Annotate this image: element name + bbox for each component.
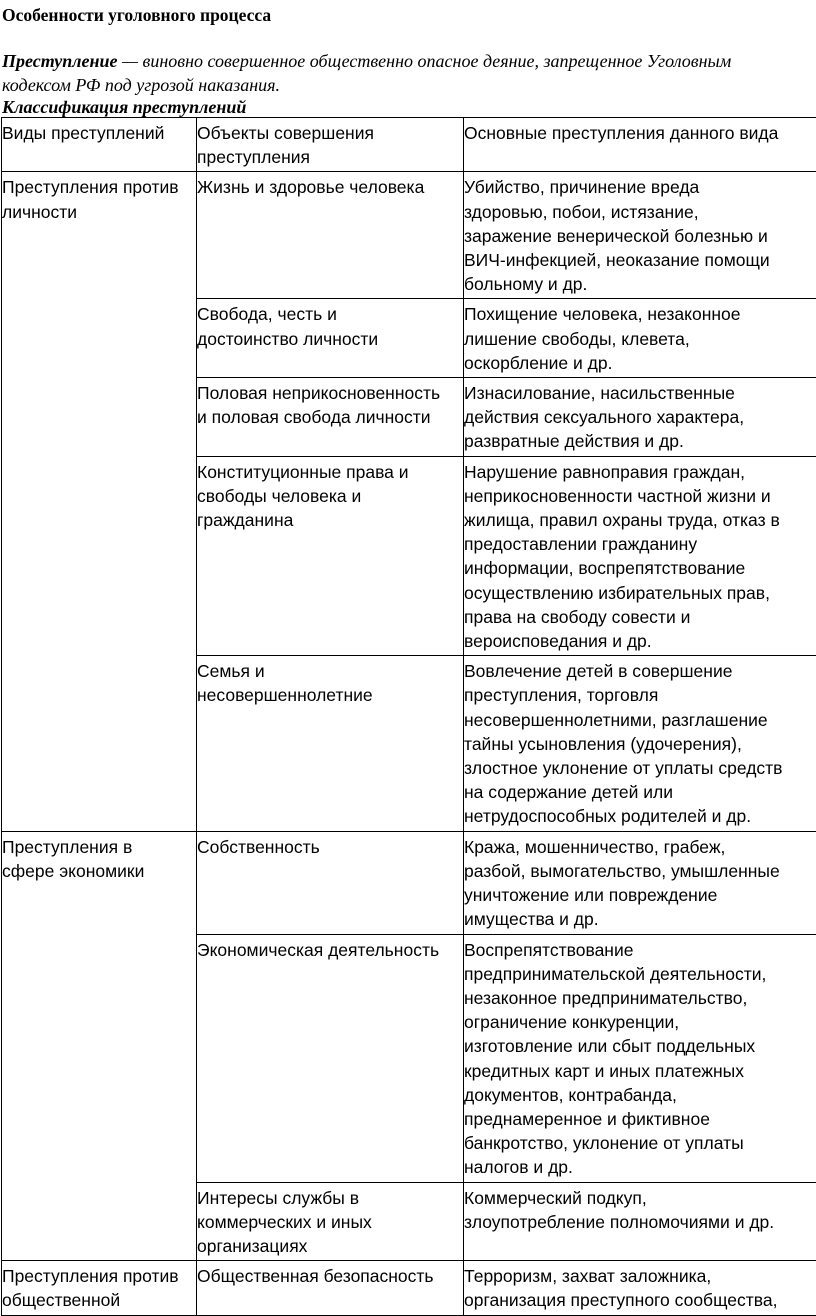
cell-line: Кража, мошенничество, грабеж, bbox=[464, 835, 816, 859]
cell-line: злоупотребление полномочиями и др. bbox=[464, 1210, 816, 1234]
cell-line: Жизнь и здоровье человека bbox=[197, 175, 463, 199]
cell-line: изготовление или сбыт поддельных bbox=[464, 1034, 816, 1058]
cell-line: Экономическая деятельность bbox=[197, 938, 463, 962]
cell-line: преступления, торговля bbox=[464, 683, 816, 707]
cell-line: информации, воспрепятствование bbox=[464, 556, 816, 580]
cell-line: Терроризм, захват заложника, bbox=[464, 1264, 816, 1288]
cell-line: преднамеренное и фиктивное bbox=[464, 1107, 816, 1131]
cell-line: предоставлении гражданину bbox=[464, 532, 816, 556]
cell-line: Половая неприкосновенность bbox=[197, 381, 463, 405]
table-header-row bbox=[2, 118, 816, 172]
cell-line: и половая свобода личности bbox=[197, 405, 463, 429]
cell-line: Нарушение равноправия граждан, bbox=[464, 460, 816, 484]
main-crimes-cell bbox=[464, 456, 816, 656]
cell-line: вероисповедания и др. bbox=[464, 629, 816, 653]
cell-line: ВИЧ-инфекцией, неоказание помощи bbox=[464, 248, 816, 272]
cell-line: Преступления против bbox=[2, 1264, 196, 1288]
cell-line: развратные действия и др. bbox=[464, 429, 816, 453]
header-crime-type bbox=[2, 118, 197, 172]
cell-line: неприкосновенности частной жизни и bbox=[464, 484, 816, 508]
crime-object-cell bbox=[197, 299, 464, 378]
crime-type-cell bbox=[2, 831, 197, 1260]
cell-line: кредитных карт и иных платежных bbox=[464, 1059, 816, 1083]
cell-line: личности bbox=[2, 200, 196, 224]
crime-object-cell bbox=[197, 656, 464, 831]
cell-line: тайны усыновления (удочерения), bbox=[464, 732, 816, 756]
cell-line: Семья и bbox=[197, 659, 463, 683]
cell-line: сфере экономики bbox=[2, 859, 196, 883]
cell-line: достоинство личности bbox=[197, 327, 463, 351]
cell-line: Изнасилование, насильственные bbox=[464, 381, 816, 405]
cell-line: действия сексуального характера, bbox=[464, 405, 816, 429]
crime-object-cell bbox=[197, 1182, 464, 1261]
crime-object-cell bbox=[197, 456, 464, 656]
header-line: Основные преступления данного вида bbox=[464, 121, 816, 145]
main-crimes-cell bbox=[464, 656, 816, 831]
header-line: Объекты совершения bbox=[197, 121, 463, 145]
cell-line: Свобода, честь и bbox=[197, 302, 463, 326]
cell-line: Вовлечение детей в совершение bbox=[464, 659, 816, 683]
main-crimes-cell bbox=[464, 831, 816, 934]
cell-line: Конституционные права и bbox=[197, 460, 463, 484]
cell-line: Преступления против bbox=[2, 175, 196, 199]
cell-line: оскорбление и др. bbox=[464, 351, 816, 375]
header-line: Виды преступлений bbox=[2, 121, 196, 145]
cell-line: предпринимательской деятельности, bbox=[464, 962, 816, 986]
crime-type-cell bbox=[2, 172, 197, 831]
table-row bbox=[2, 831, 816, 934]
main-crimes-cell bbox=[464, 299, 816, 378]
cell-line: свободы человека и bbox=[197, 484, 463, 508]
cell-line: Коммерческий подкуп, bbox=[464, 1186, 816, 1210]
cell-line: осуществлению избирательных прав, bbox=[464, 581, 816, 605]
cell-line: коммерческих и иных bbox=[197, 1210, 463, 1234]
cell-line: Воспрепятствование bbox=[464, 938, 816, 962]
crime-object-cell bbox=[197, 172, 464, 299]
cell-line: жилища, правил охраны труда, отказ в bbox=[464, 508, 816, 532]
cell-line: заражение венерической болезнью и bbox=[464, 224, 816, 248]
cell-line: Убийство, причинение вреда bbox=[464, 175, 816, 199]
main-crimes-cell bbox=[464, 934, 816, 1182]
crime-classification-table bbox=[1, 117, 816, 1316]
cell-line: незаконное предпринимательство, bbox=[464, 986, 816, 1010]
cell-line: общественной bbox=[2, 1288, 196, 1312]
cell-line: нетрудоспособных родителей и др. bbox=[464, 804, 816, 828]
cell-line: имущества и др. bbox=[464, 907, 816, 931]
main-crimes-cell bbox=[464, 172, 816, 299]
main-crimes-cell bbox=[464, 1182, 816, 1261]
cell-line: несовершеннолетние bbox=[197, 683, 463, 707]
crime-object-cell bbox=[197, 1261, 464, 1315]
page-title: Особенности уголовного процесса bbox=[2, 4, 271, 26]
table-row bbox=[2, 172, 816, 299]
main-crimes-cell bbox=[464, 378, 816, 457]
cell-line: Интересы службы в bbox=[197, 1186, 463, 1210]
cell-line: организация преступного сообщества, bbox=[464, 1288, 816, 1312]
cell-line: Похищение человека, незаконное bbox=[464, 302, 816, 326]
cell-line: несовершеннолетними, разглашение bbox=[464, 708, 816, 732]
header-line: преступления bbox=[197, 145, 463, 169]
crime-object-cell bbox=[197, 378, 464, 457]
classification-heading: Классификация преступлений bbox=[2, 96, 246, 118]
cell-line: банкротство, уклонение от уплаты bbox=[464, 1131, 816, 1155]
header-main-crimes bbox=[464, 118, 816, 172]
crime-object-cell bbox=[197, 934, 464, 1182]
table-row bbox=[2, 1261, 816, 1315]
cell-line: права на свободу совести и bbox=[464, 605, 816, 629]
cell-line: разбой, вымогательство, умышленные bbox=[464, 859, 816, 883]
definition-term: Преступление bbox=[2, 51, 118, 71]
crime-definition bbox=[2, 49, 802, 97]
crime-object-cell bbox=[197, 831, 464, 934]
cell-line: здоровью, побои, истязание, bbox=[464, 200, 816, 224]
cell-line: больному и др. bbox=[464, 272, 816, 296]
definition-text: — виновно совершенное общественно опасное деяние, запрещенное Уголовным кодексом РФ под угрозой наказания. bbox=[2, 51, 731, 95]
cell-line: на содержание детей или bbox=[464, 780, 816, 804]
cell-line: ограничение конкуренции, bbox=[464, 1010, 816, 1034]
cell-line: лишение свободы, клевета, bbox=[464, 327, 816, 351]
cell-line: Преступления в bbox=[2, 835, 196, 859]
cell-line: Собственность bbox=[197, 835, 463, 859]
cell-line: Общественная безопасность bbox=[197, 1264, 463, 1288]
cell-line: уничтожение или повреждение bbox=[464, 883, 816, 907]
cell-line: документов, контрабанда, bbox=[464, 1083, 816, 1107]
cell-line: гражданина bbox=[197, 508, 463, 532]
cell-line: налогов и др. bbox=[464, 1155, 816, 1179]
table-body bbox=[2, 118, 816, 1316]
cell-line: организациях bbox=[197, 1234, 463, 1258]
header-object bbox=[197, 118, 464, 172]
crime-type-cell bbox=[2, 1261, 197, 1315]
cell-line: злостное уклонение от уплаты средств bbox=[464, 756, 816, 780]
main-crimes-cell bbox=[464, 1261, 816, 1315]
